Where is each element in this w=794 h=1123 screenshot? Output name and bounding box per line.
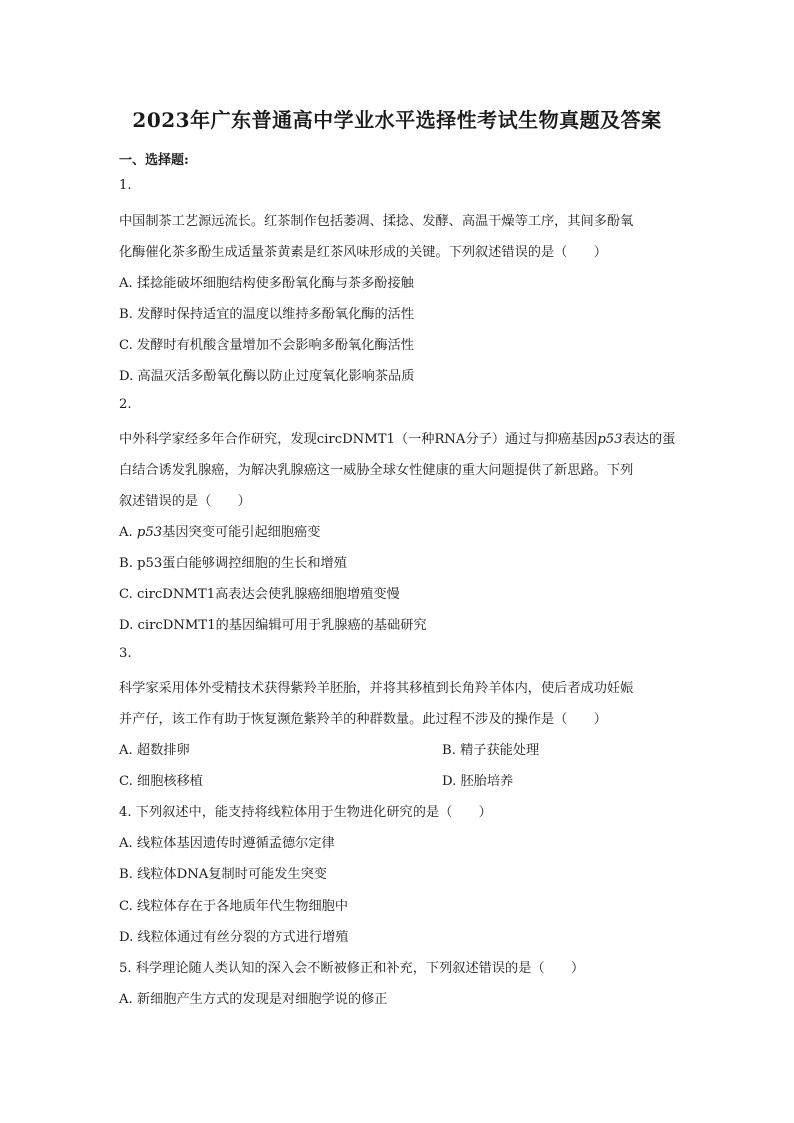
- option-b: B. p53蛋白能够调控细胞的生长和增殖: [119, 556, 347, 571]
- gene-name: p53: [136, 525, 163, 540]
- option-d: D. 线粒体通过有丝分裂的方式进行增殖: [119, 930, 349, 945]
- option-b: B. 线粒体DNA复制时可能发生突变: [119, 867, 327, 882]
- option-text: 基因突变可能引起细胞癌变: [162, 525, 321, 540]
- option-d: D. 高温灭活多酚氧化酶以防止过度氧化影响茶品质: [119, 369, 415, 384]
- option-a: A. 新细胞产生方式的发现是对细胞学说的修正: [119, 992, 388, 1007]
- option-a: A. 线粒体基因遗传时遵循孟德尔定律: [119, 836, 335, 851]
- option-d: D. circDNMT1的基因编辑可用于乳腺癌的基础研究: [119, 618, 427, 633]
- page-title: 2023年广东普通高中学业水平选择性考试生物真题及答案: [132, 108, 662, 132]
- question-stem-line: 5. 科学理论随人类认知的深入会不断被修正和补充，下列叙述错误的是（ ）: [119, 961, 585, 976]
- option-b: B. 精子获能处理: [442, 743, 540, 758]
- question-stem-line: 叙述错误的是（ ）: [119, 494, 251, 509]
- question-stem-line: 科学家采用体外受精技术获得紫羚羊胚胎，并将其移植到长角羚羊体内，使后者成功妊娠: [119, 681, 634, 696]
- stem-text: 表达的蛋: [622, 432, 676, 447]
- option-c: C. circDNMT1高表达会使乳腺癌细胞增殖变慢: [119, 587, 400, 602]
- question-stem-line: 中国制茶工艺源远流长。红茶制作包括萎凋、揉捻、发酵、高温干燥等工序，其间多酚氧: [119, 214, 634, 229]
- question-number: 1.: [119, 178, 132, 193]
- option-c: C. 线粒体存在于各地质年代生物细胞中: [119, 899, 349, 914]
- gene-name: p53: [597, 432, 623, 447]
- option-prefix: A.: [119, 525, 137, 540]
- question-stem-line: 并产仔，该工作有助于恢复濒危紫羚羊的种群数量。此过程不涉及的操作是（ ）: [119, 712, 607, 727]
- question-stem-line: 白结合诱发乳腺癌，为解决乳腺癌这一威胁全球女性健康的重大问题提供了新思路。下列: [119, 463, 634, 478]
- stem-text: 中外科学家经多年合作研究，发现circDNMT1（一种RNA分子）通过与抑癌基因: [119, 432, 598, 447]
- option-b: B. 发酵时保持适宜的温度以维持多酚氧化酶的活性: [119, 307, 415, 322]
- option-a: A. 揉捻能破坏细胞结构使多酚氧化酶与茶多酚接触: [119, 276, 414, 291]
- question-stem-line: 化酶催化茶多酚生成适量茶黄素是红茶风味形成的关键。下列叙述错误的是（ ）: [119, 245, 607, 260]
- option-d: D. 胚胎培养: [442, 774, 514, 789]
- option-a: A. 超数排卵: [119, 743, 190, 758]
- question-number: 2.: [119, 397, 132, 412]
- section-heading: 一、选择题:: [119, 153, 189, 168]
- option-c: C. 细胞核移植: [119, 774, 203, 789]
- option-c: C. 发酵时有机酸含量增加不会影响多酚氧化酶活性: [119, 338, 414, 353]
- question-number: 3.: [119, 646, 132, 661]
- question-stem-line: [119, 428, 675, 447]
- question-stem-line: 4. 下列叙述中，能支持将线粒体用于生物进化研究的是（ ）: [119, 805, 492, 820]
- option-a: [119, 521, 320, 540]
